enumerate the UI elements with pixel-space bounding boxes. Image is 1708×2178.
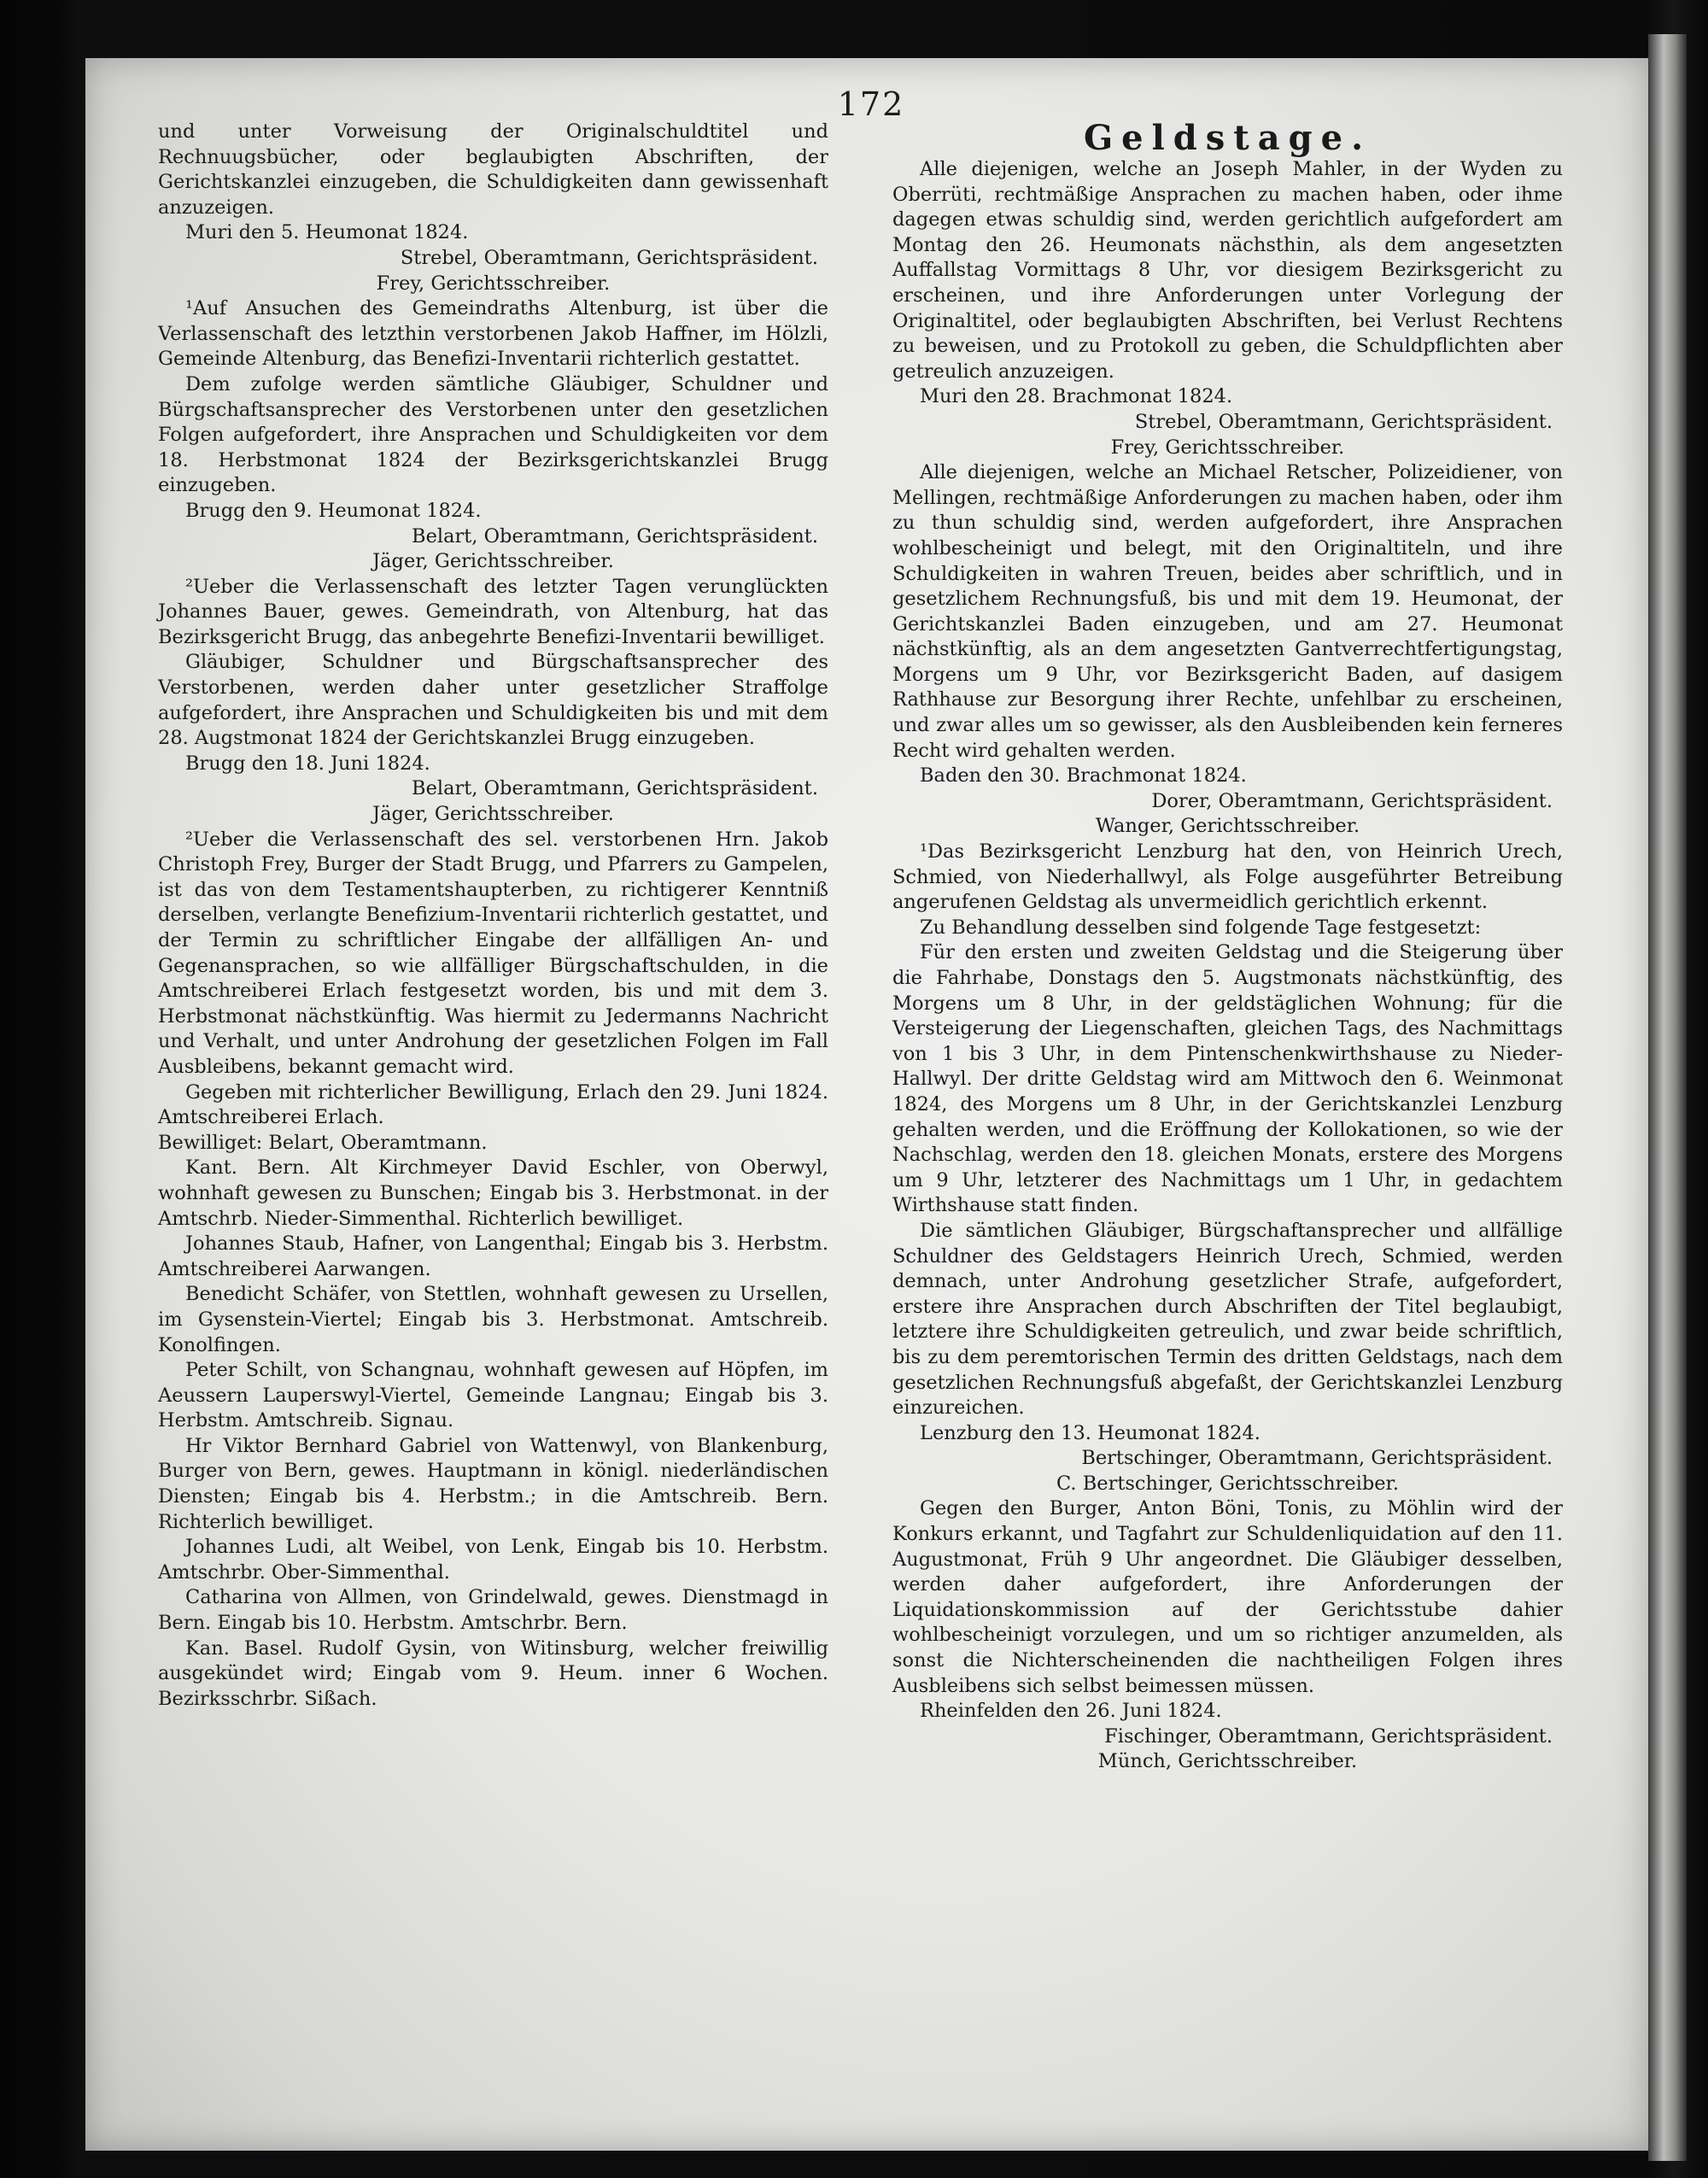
notice-entry: Peter Schilt, von Schangnau, wohnhaft gewesen auf Höpfen, im Aeussern Lauperswyl-Viertel, Gemeinde Langnau; Eingab bis 3. Herbstm. Amtschreib. Signau. <box>158 1359 828 1432</box>
signature-line: C. Bertschinger, Gerichtsschreiber. <box>1056 1472 1399 1495</box>
signature-line: Frey, Gerichtsschreiber. <box>376 272 611 295</box>
text-paragraph: Alle diejenigen, welche an Michael Retscher, Polizeidiener, von Mellingen, rechtmäßige Anforderungen zu machen haben, oder ihm zu thun schuldig sind, werden aufgefordert, ihre Ansprachen wohlbescheinigt und belegt, mit den Originaltiteln, und ihre Schuldigkeiten in wahren Treuen, beides aber schriftlich, und in gesetzlichem Rechnungsfuß, bis und mit dem 19. Heumonat, der Gerichtskanzlei Baden einzugeben, und am 27. Heumonat nächstkünftig, als an dem angesetzten Gantverrechtfertigungstag, Morgens um 9 Uhr, vor Bezirksgericht Baden, auf dasigem Rathhause zur Besorgung ihrer Rechte, unfehlbar zu erscheinen, und zwar alles um so gewisser, als den Ausbleibenden kein ferneres Recht wird gehalten werden. <box>892 461 1563 762</box>
notice-entry: Kant. Bern. Alt Kirchmeyer David Eschler, von Oberwyl, wohnhaft gewesen zu Bunschen; Eingab bis 3. Herbstmonat. in der Amtschrb. Nieder-Simmenthal. Richterlich bewilliget. <box>158 1156 828 1230</box>
text-paragraph: Gegen den Burger, Anton Böni, Tonis, zu Möhlin wird der Konkurs erkannt, und Tagfahrt zur Schuldenliquidation auf den 11. Augustmonat, Früh 9 Uhr angeordnet. Die Gläubiger desselben, werden daher aufgefordert, ihre Anforderungen der Liquidationskommission auf der Gerichtsstube dahier wohlbescheinigt vorzulegen, und um so richtiger anzumelden, als sonst die Nichterscheinenden die nachtheiligen Folgen ihres Ausbleibens sich selbst beimessen müssen. <box>892 1497 1563 1697</box>
signature-line: Belart, Oberamtmann, Gerichtspräsident. <box>412 777 818 800</box>
notice-entry: Kan. Basel. Rudolf Gysin, von Witinsburg, welcher freiwillig ausgekündet wird; Eingab vom 9. Heum. inner 6 Wochen. Bezirksschrbr. Sißach. <box>158 1636 828 1710</box>
left-column <box>158 120 828 1712</box>
text-paragraph: Gläubiger, Schuldner und Bürgschaftsansprecher des Verstorbenen, werden daher unter gesetzlicher Straffolge aufgefordert, ihre Ansprachen und Schuldigkeiten bis und mit dem 28. Augstmonat 1824 der Gerichtskanzlei Brugg einzugeben. <box>158 651 828 750</box>
signature-line: Strebel, Oberamtmann, Gerichtspräsident. <box>1134 410 1553 433</box>
text-paragraph: ²Ueber die Verlassenschaft des letzter Tagen verunglückten Johannes Bauer, gewes. Gemeindrath, von Altenburg, hat das Bezirksgericht Brugg, das anbegehrte Benefizi-Inventarii bewilliget. <box>158 575 828 648</box>
text-paragraph: und unter Vorweisung der Originalschuldtitel und Rechnuugsbücher, oder beglaubigten Abschriften, der Gerichtskanzlei einzugeben, die Schuldigkeiten dann gewissenhaft anzuzeigen. <box>158 120 828 219</box>
signature-line: Bertschinger, Oberamtmann, Gerichtspräsident. <box>1081 1447 1553 1470</box>
signature-line: Dorer, Oberamtmann, Gerichtspräsident. <box>1151 789 1553 812</box>
notice-entry: Hr Viktor Bernhard Gabriel von Wattenwyl, von Blankenburg, Burger von Bern, gewes. Hauptmann in königl. niederländischen Diensten; Eingab bis 4. Herbstm.; in die Amtschreib. Bern. Richterlich bewilliget. <box>158 1434 828 1533</box>
notice-entry: Johannes Staub, Hafner, von Langenthal; Eingab bis 3. Herbstm. Amtschreiberei Aarwangen. <box>158 1232 828 1280</box>
text-paragraph: Dem zufolge werden sämtliche Gläubiger, Schuldner und Bürgschaftsansprecher des Verstorbenen unter den gesetzlichen Folgen aufgefordert, ihre Ansprachen und Schuldigkeiten vor dem 18. Herbstmonat 1824 der Bezirksgerichtskanzlei Brugg einzugeben. <box>158 372 828 497</box>
text-paragraph: Für den ersten und zweiten Geldstag und die Steigerung über die Fahrhabe, Donstags den 5. Augstmonats nächstkünftig, des Morgens um 8 Uhr, in der geldstäglichen Wohnung; für die Versteigerung der Liegenschaften, gleichen Tags, des Nachmittags von 1 bis 3 Uhr, in dem Pintenschenkwirthshause zu Nieder-Hallwyl. Der dritte Geldstag wird am Mittwoch den 6. Weinmonat 1824, des Morgens um 8 Uhr, in der Gerichtskanzlei Lenzburg gehalten werden, und die Eröffnung der Kollokationen, so wie der Nachschlag, werden den 18. gleichen Monats, erstere des Morgens um 9 Uhr, letzterer des Nachmittags um 1 Uhr, in gedachtem Wirthshause statt finden. <box>892 941 1563 1217</box>
text-paragraph: Zu Behandlung desselben sind folgende Tage festgesetzt: <box>920 916 1482 939</box>
text-paragraph: ²Ueber die Verlassenschaft des sel. verstorbenen Hrn. Jakob Christoph Frey, Burger der Stadt Brugg, und Pfarrers zu Gampelen, ist das von dem Testamentshaupterben, zu richtigerer Kenntniß derselben, verlangte Benefizium-Inventarii richterlich gestattet, und der Termin zu schriftlicher Eingabe der allfälligen An- und Gegenansprachen, so wie allfälliger Bürgschaftschulden, in die Amtschreiberei Erlach festgesetzt worden, bis und mit dem 3. Herbstmonat nächstkünftig. Was hiermit zu Jedermanns Nachricht und Verhalt, und unter Androhung der gesetzlichen Folgen im Fall Ausbleibens, bekannt gemacht wird. <box>158 828 828 1078</box>
signature-line: Münch, Gerichtsschreiber. <box>1097 1750 1358 1773</box>
text-paragraph: Gegeben mit richterlicher Bewilligung, Erlach den 29. Juni 1824. Amtschreiberei Erlach. <box>158 1080 828 1129</box>
dateline: Muri den 5. Heumonat 1824. <box>185 221 469 244</box>
text-paragraph: Bewilliget: Belart, Oberamtmann. <box>158 1131 488 1154</box>
dateline: Lenzburg den 13. Heumonat 1824. <box>920 1421 1261 1444</box>
signature-line: Wanger, Gerichtsschreiber. <box>1095 815 1360 838</box>
text-paragraph: ¹Das Bezirksgericht Lenzburg hat den, von Heinrich Urech, Schmied, von Niederhallwyl, als Folge ausgeführter Betreibung angerufenen Geldstag als unvermeidlich gerichtlich erkennt. <box>892 840 1563 914</box>
dateline: Brugg den 18. Juni 1824. <box>185 752 430 775</box>
dateline: Brugg den 9. Heumonat 1824. <box>185 499 482 522</box>
signature-line: Strebel, Oberamtmann, Gerichtspräsident. <box>400 246 818 269</box>
dateline: Muri den 28. Brachmonat 1824. <box>920 385 1233 408</box>
signature-line: Jäger, Gerichtsschreiber. <box>372 550 614 573</box>
section-heading: Geldstage. <box>1083 118 1372 158</box>
text-paragraph: ¹Auf Ansuchen des Gemeindraths Altenburg, ist über die Verlassenschaft des letzthin verstorbenen Jakob Haffner, im Hölzli, Gemeinde Altenburg, das Benefizi-Inventarii richterlich gestattet. <box>158 297 828 371</box>
page-number: 172 <box>837 85 905 123</box>
right-column <box>892 120 1563 1775</box>
notice-entry: Johannes Ludi, alt Weibel, von Lenk, Eingab bis 10. Herbstm. Amtschrbr. Ober-Simmenthal. <box>158 1536 828 1584</box>
signature-line: Jäger, Gerichtsschreiber. <box>372 803 614 826</box>
dateline: Rheinfelden den 26. Juni 1824. <box>920 1700 1222 1723</box>
text-paragraph: Alle diejenigen, welche an Joseph Mahler, in der Wyden zu Oberrüti, rechtmäßige Ansprachen zu machen haben, oder ihme dagegen etwas schuldig sind, werden gerichtlich aufgefordert am Montag den 26. Heumonats nächsthin, als dem angesetzten Auffallstag Vormittags 8 Uhr, vor diesigem Bezirksgericht zu erscheinen, und ihre Anforderungen unter Vorlegung der Originaltitel, oder beglaubigten Abschriften, bei Verlust Rechtens zu beweisen, und zu Protokoll zu geben, die Schuldpflichten aber getreulich anzuzeigen. <box>892 158 1563 383</box>
dateline: Baden den 30. Brachmonat 1824. <box>920 764 1247 787</box>
next-page-edge <box>1648 34 1687 2161</box>
signature-line: Fischinger, Oberamtmann, Gerichtspräsident. <box>1104 1724 1553 1748</box>
notice-entry: Benedicht Schäfer, von Stettlen, wohnhaft gewesen zu Ursellen, im Gysenstein-Viertel; Eingab bis 3. Herbstmonat. Amtschreib. Konolfingen. <box>158 1283 828 1356</box>
signature-line: Frey, Gerichtsschreiber. <box>1110 436 1345 459</box>
notice-entry: Catharina von Allmen, von Grindelwald, gewes. Dienstmagd in Bern. Eingab bis 10. Herbstm. Amtschrbr. Bern. <box>158 1586 828 1635</box>
text-paragraph: Die sämtlichen Gläubiger, Bürgschaftansprecher und allfällige Schuldner des Geldstagers Heinrich Urech, Schmied, werden demnach, unter Androhung gesetzlicher Strafe, aufgefordert, erstere ihre Ansprachen durch Abschriften der Titel beglaubigt, letztere ihre Schuldigkeiten getreulich, und zwar beide schriftlich, bis zu dem peremtorischen Termin des dritten Geldstags, nach dem gesetzlichen Rechnungsfuß abgefaßt, der Gerichtskanzlei Lenzburg einzureichen. <box>892 1219 1563 1420</box>
signature-line: Belart, Oberamtmann, Gerichtspräsident. <box>412 524 818 547</box>
